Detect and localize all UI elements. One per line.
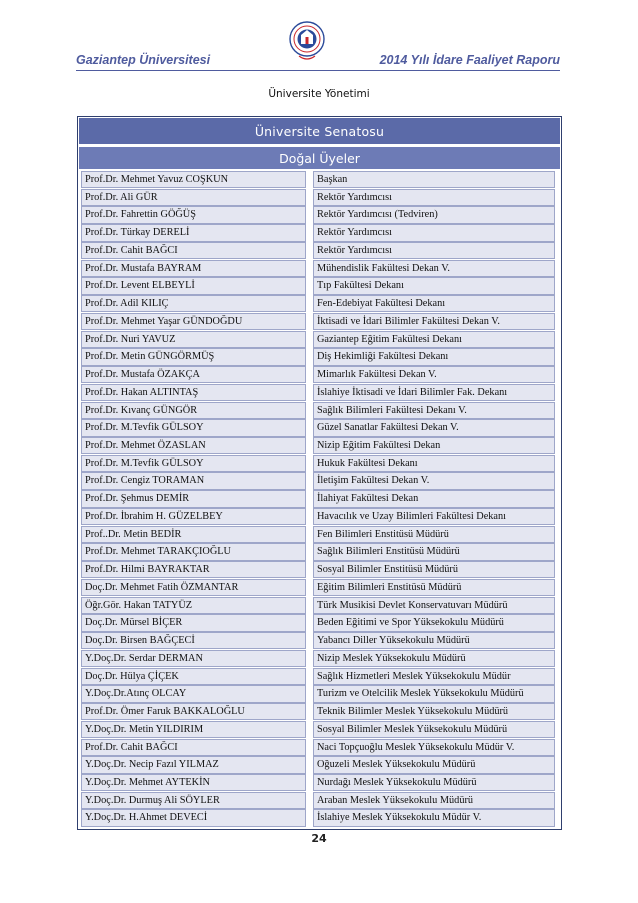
member-role: Naci Topçuoğlu Meslek Yüksekokulu Müdür V. xyxy=(313,739,555,756)
table-row xyxy=(81,579,558,596)
table-row xyxy=(81,472,558,489)
member-name: Öğr.Gör. Hakan TATYÜZ xyxy=(81,597,306,614)
member-name: Prof.Dr. Mustafa BAYRAM xyxy=(81,260,306,277)
member-role: Sosyal Bilimler Meslek Yüksekokulu Müdürü xyxy=(313,721,555,738)
table-row xyxy=(81,650,558,667)
member-name: Prof.Dr. Metin GÜNGÖRMÜŞ xyxy=(81,348,306,365)
table-row xyxy=(81,242,558,259)
member-role: Sağlık Bilimleri Enstitüsü Müdürü xyxy=(313,543,555,560)
member-role: Oğuzeli Meslek Yüksekokulu Müdürü xyxy=(313,756,555,773)
table-row xyxy=(81,632,558,649)
member-role: Sağlık Bilimleri Fakültesi Dekanı V. xyxy=(313,402,555,419)
table-row xyxy=(81,739,558,756)
member-role: Rektör Yardımcısı xyxy=(313,189,555,206)
table-row xyxy=(81,366,558,383)
member-role: Sosyal Bilimler Enstitüsü Müdürü xyxy=(313,561,555,578)
member-role: İletişim Fakültesi Dekan V. xyxy=(313,472,555,489)
member-name: Prof.Dr. Mehmet TARAKÇIOĞLU xyxy=(81,543,306,560)
member-role: Fen-Edebiyat Fakültesi Dekanı xyxy=(313,295,555,312)
member-role: Havacılık ve Uzay Bilimleri Fakültesi Dekanı xyxy=(313,508,555,525)
member-name: Prof.Dr. M.Tevfik GÜLSOY xyxy=(81,419,306,436)
table-row xyxy=(81,668,558,685)
table-row xyxy=(81,171,558,188)
member-name: Prof.Dr. Cahit BAĞCI xyxy=(81,739,306,756)
page-number: 24 xyxy=(311,832,327,845)
member-role: Güzel Sanatlar Fakültesi Dekan V. xyxy=(313,419,555,436)
table-row xyxy=(81,295,558,312)
table-row xyxy=(81,597,558,614)
member-role: Türk Musikisi Devlet Konservatuvarı Müdürü xyxy=(313,597,555,614)
member-role: Rektör Yardımcısı (Tedviren) xyxy=(313,206,555,223)
member-role: Rektör Yardımcısı xyxy=(313,242,555,259)
member-rows xyxy=(78,171,561,829)
table-row xyxy=(81,419,558,436)
member-name: Doç.Dr. Mürsel BİÇER xyxy=(81,614,306,631)
table-row xyxy=(81,774,558,791)
member-role: Nizip Meslek Yüksekokulu Müdürü xyxy=(313,650,555,667)
member-role: Eğitim Bilimleri Enstitüsü Müdürü xyxy=(313,579,555,596)
table-row xyxy=(81,703,558,720)
table-banner: Üniversite Senatosu xyxy=(79,118,560,144)
member-role: Başkan xyxy=(313,171,555,188)
member-name: Prof.Dr. Hakan ALTINTAŞ xyxy=(81,384,306,401)
member-role: Sağlık Hizmetleri Meslek Yüksekokulu Müdür xyxy=(313,668,555,685)
member-name: Y.Doç.Dr. H.Ahmet DEVECİ xyxy=(81,809,306,826)
member-name: Prof.Dr. Fahrettin GÖĞÜŞ xyxy=(81,206,306,223)
member-role: İktisadi ve İdari Bilimler Fakültesi Dekan V. xyxy=(313,313,555,330)
table-row xyxy=(81,402,558,419)
member-name: Prof.Dr. İbrahim H. GÜZELBEY xyxy=(81,508,306,525)
member-name: Prof.Dr. Levent ELBEYLİ xyxy=(81,277,306,294)
member-role: Rektör Yardımcısı xyxy=(313,224,555,241)
table-row xyxy=(81,313,558,330)
member-name: Prof.Dr. Ömer Faruk BAKKALOĞLU xyxy=(81,703,306,720)
table-row xyxy=(81,206,558,223)
table-row xyxy=(81,189,558,206)
table-row xyxy=(81,348,558,365)
table-row xyxy=(81,508,558,525)
member-name: Doç.Dr. Hülya ÇİÇEK xyxy=(81,668,306,685)
table-row xyxy=(81,756,558,773)
table-row xyxy=(81,526,558,543)
member-name: Prof.Dr. Adil KILIÇ xyxy=(81,295,306,312)
member-name: Prof.Dr. Mustafa ÖZAKÇA xyxy=(81,366,306,383)
member-name: Prof.Dr. Hilmi BAYRAKTAR xyxy=(81,561,306,578)
table-row xyxy=(81,224,558,241)
member-name: Prof.Dr. Mehmet Yavuz COŞKUN xyxy=(81,171,306,188)
table-row xyxy=(81,490,558,507)
member-name: Prof.Dr. Mehmet Yaşar GÜNDOĞDU xyxy=(81,313,306,330)
member-name: Y.Doç.Dr. Durmuş Ali SÖYLER xyxy=(81,792,306,809)
member-name: Prof..Dr. Metin BEDİR xyxy=(81,526,306,543)
table-row xyxy=(81,614,558,631)
table-row xyxy=(81,437,558,454)
member-role: Araban Meslek Yüksekokulu Müdürü xyxy=(313,792,555,809)
header-divider xyxy=(76,70,560,71)
header-university-name: Gaziantep Üniversitesi xyxy=(76,53,211,67)
member-role: Yabancı Diller Yüksekokulu Müdürü xyxy=(313,632,555,649)
member-role: Beden Eğitimi ve Spor Yüksekokulu Müdürü xyxy=(313,614,555,631)
member-role: İslahiye İktisadi ve İdari Bilimler Fak. Dekanı xyxy=(313,384,555,401)
member-role: İslahiye Meslek Yüksekokulu Müdür V. xyxy=(313,809,555,826)
member-name: Prof.Dr. Nuri YAVUZ xyxy=(81,331,306,348)
table-row xyxy=(81,260,558,277)
member-name: Y.Doç.Dr. Metin YILDIRIM xyxy=(81,721,306,738)
member-name: Prof.Dr. Ali GÜR xyxy=(81,189,306,206)
member-role: İlahiyat Fakültesi Dekan xyxy=(313,490,555,507)
table-row xyxy=(81,543,558,560)
table-row xyxy=(81,809,558,826)
member-name: Y.Doç.Dr. Necip Fazıl YILMAZ xyxy=(81,756,306,773)
member-name: Y.Doç.Dr. Serdar DERMAN xyxy=(81,650,306,667)
member-name: Prof.Dr. Şehmus DEMİR xyxy=(81,490,306,507)
member-name: Y.Doç.Dr.Atınç OLCAY xyxy=(81,685,306,702)
member-role: Gaziantep Eğitim Fakültesi Dekanı xyxy=(313,331,555,348)
table-subbanner: Doğal Üyeler xyxy=(79,147,560,169)
table-row xyxy=(81,277,558,294)
table-row xyxy=(81,685,558,702)
page-title: Üniversite Yönetimi xyxy=(268,88,370,100)
table-row xyxy=(81,331,558,348)
member-role: Turizm ve Otelcilik Meslek Yüksekokulu Müdürü xyxy=(313,685,555,702)
senate-table xyxy=(77,116,562,830)
member-role: Tıp Fakültesi Dekanı xyxy=(313,277,555,294)
table-row xyxy=(81,792,558,809)
member-name: Prof.Dr. Kıvanç GÜNGÖR xyxy=(81,402,306,419)
member-name: Y.Doç.Dr. Mehmet AYTEKİN xyxy=(81,774,306,791)
member-role: Nurdağı Meslek Yüksekokulu Müdürü xyxy=(313,774,555,791)
university-logo-icon xyxy=(287,18,327,64)
member-name: Prof.Dr. M.Tevfik GÜLSOY xyxy=(81,455,306,472)
table-row xyxy=(81,384,558,401)
member-name: Prof.Dr. Cengiz TORAMAN xyxy=(81,472,306,489)
table-row xyxy=(81,561,558,578)
member-name: Prof.Dr. Cahit BAĞCI xyxy=(81,242,306,259)
table-row xyxy=(81,721,558,738)
member-role: Diş Hekimliği Fakültesi Dekanı xyxy=(313,348,555,365)
member-role: Mimarlık Fakültesi Dekan V. xyxy=(313,366,555,383)
member-name: Doç.Dr. Birsen BAĞÇECİ xyxy=(81,632,306,649)
member-name: Prof.Dr. Türkay DERELİ xyxy=(81,224,306,241)
member-role: Nizip Eğitim Fakültesi Dekan xyxy=(313,437,555,454)
member-role: Hukuk Fakültesi Dekanı xyxy=(313,455,555,472)
member-name: Doç.Dr. Mehmet Fatih ÖZMANTAR xyxy=(81,579,306,596)
member-role: Mühendislik Fakültesi Dekan V. xyxy=(313,260,555,277)
member-role: Teknik Bilimler Meslek Yüksekokulu Müdürü xyxy=(313,703,555,720)
table-row xyxy=(81,455,558,472)
member-role: Fen Bilimleri Enstitüsü Müdürü xyxy=(313,526,555,543)
header-report-title: 2014 Yılı İdare Faaliyet Raporu xyxy=(379,53,560,67)
member-name: Prof.Dr. Mehmet ÖZASLAN xyxy=(81,437,306,454)
